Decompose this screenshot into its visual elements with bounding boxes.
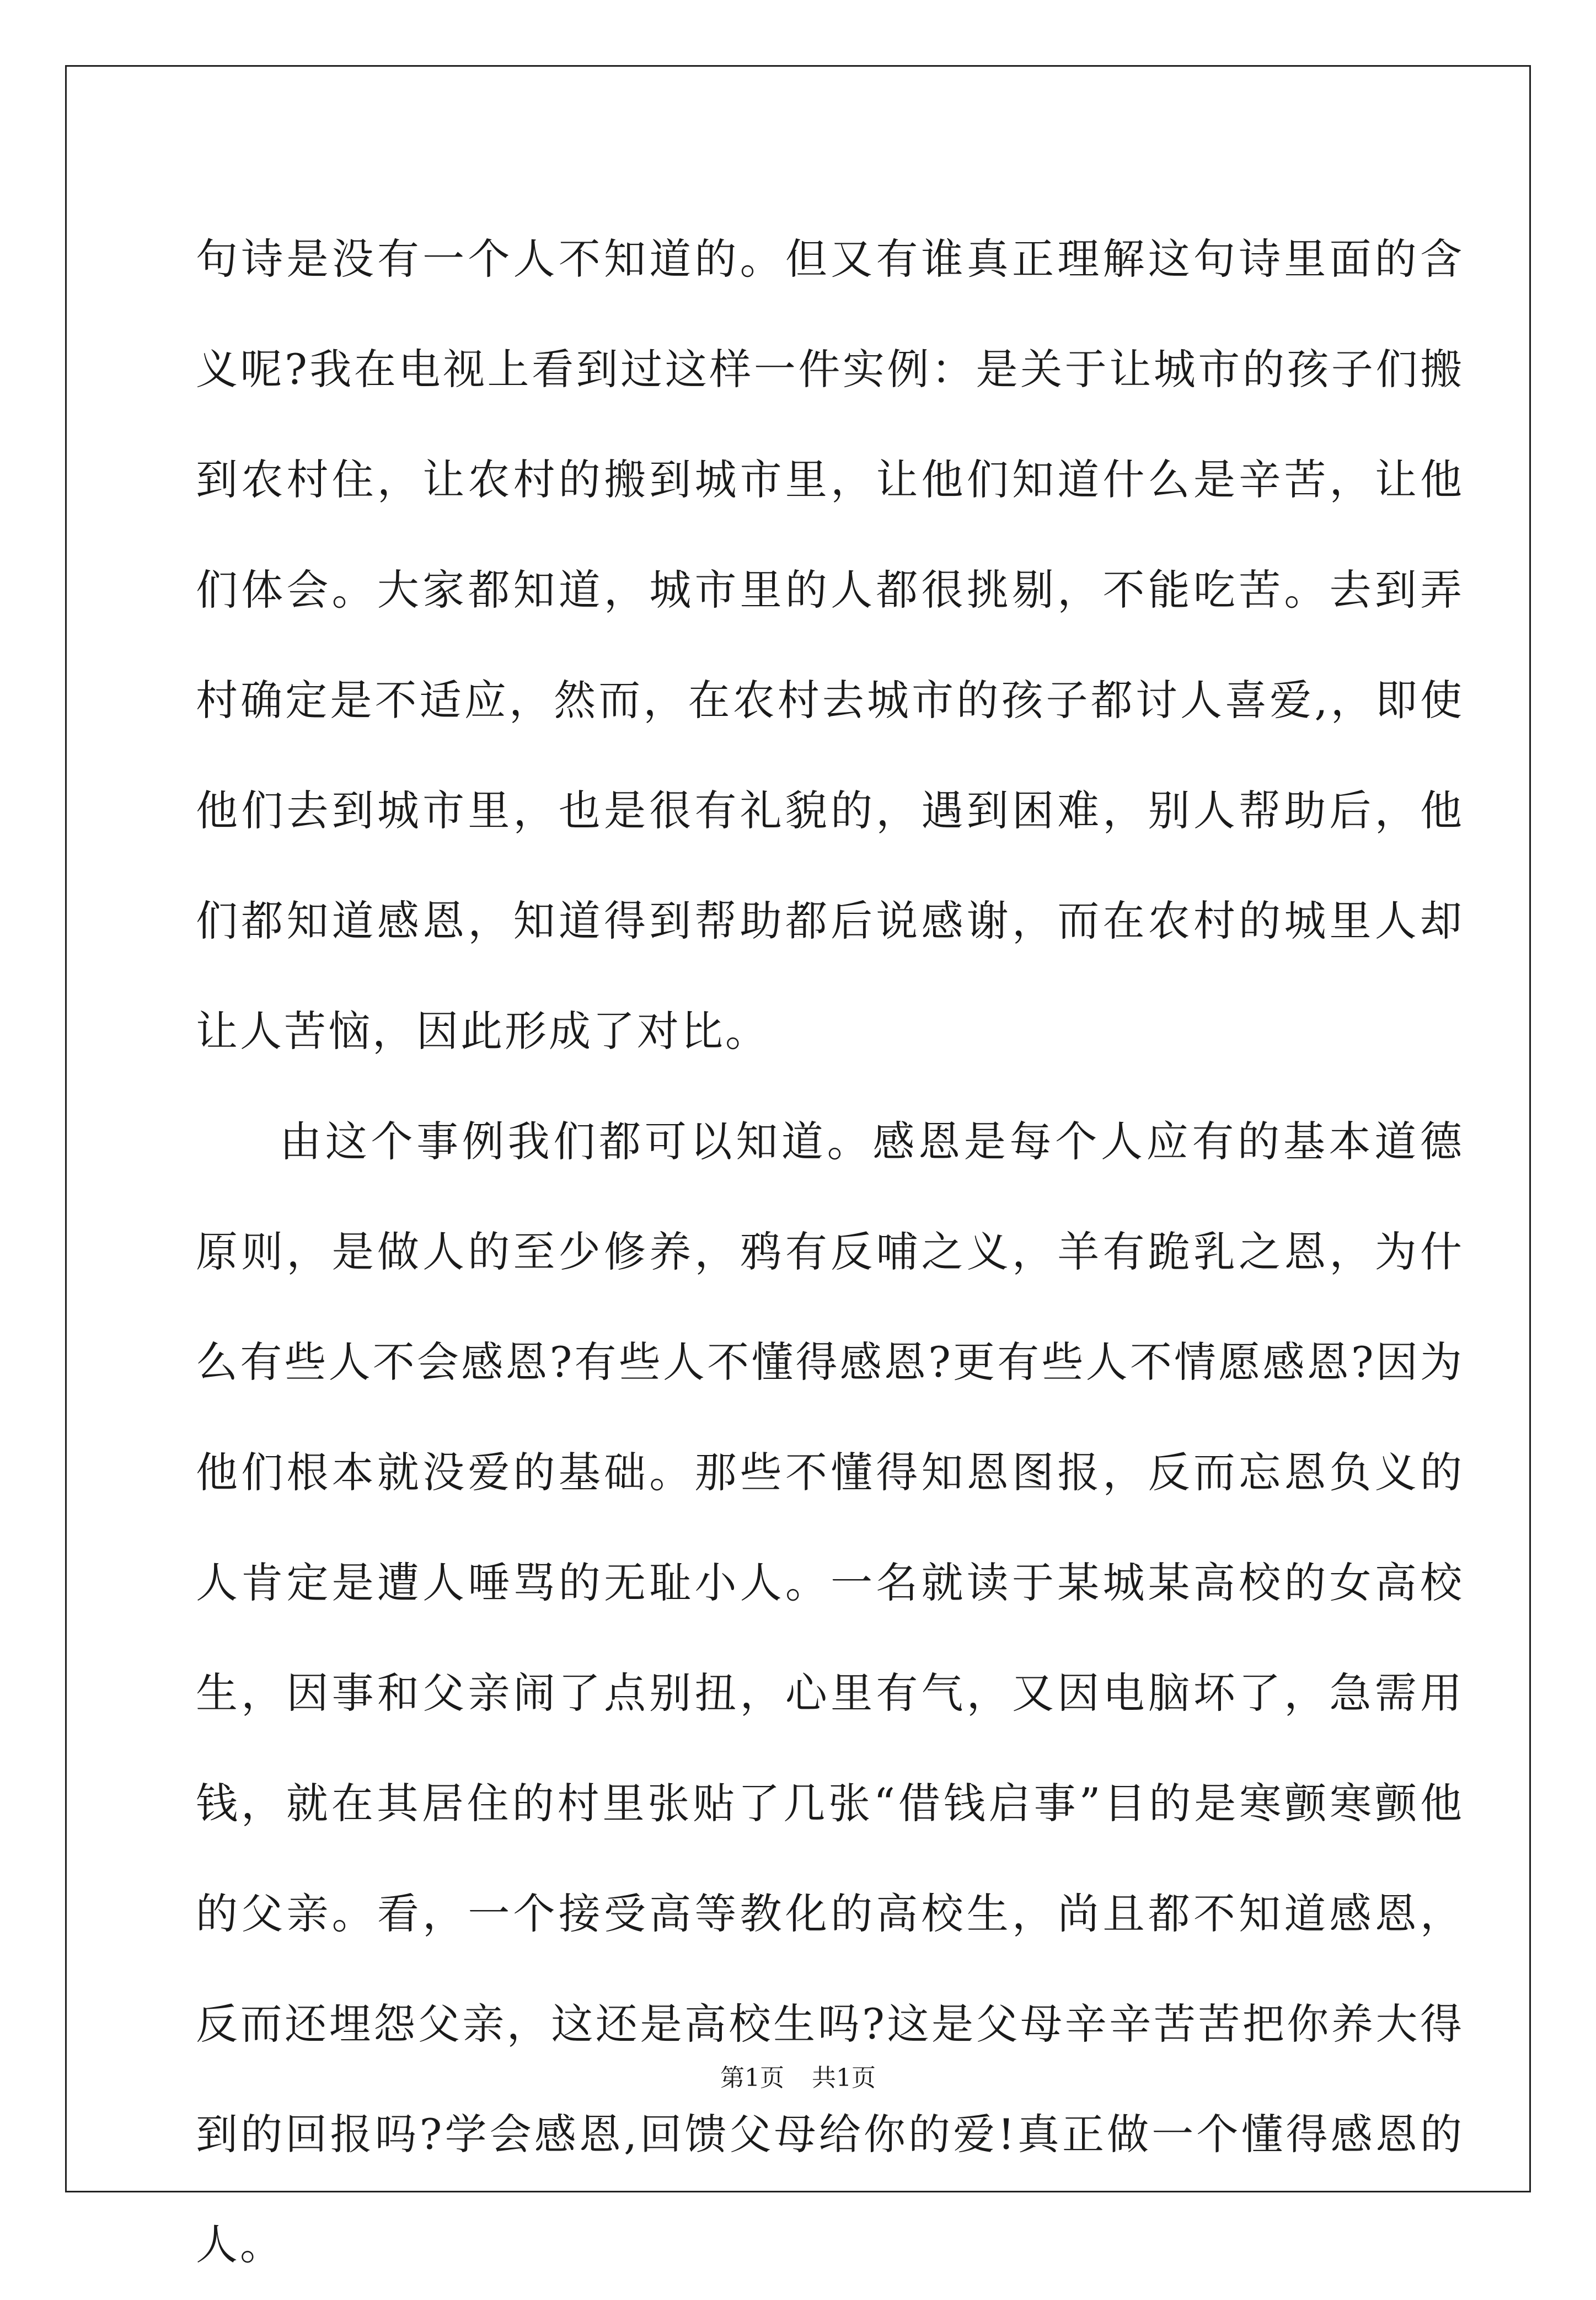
page-number-current: 第1页 [720,2064,784,2092]
paragraph-1: 句诗是没有一个人不知道的。但又有谁真正理解这句诗里面的含义呢?我在电视上看到过这样一件实例：是关于让城市的孩子们搬到农村住，让农村的搬到城市里，让他们知道什么是辛苦，让他们体会。大家都知道，城市里的人都很挑剔，不能吃苦。去到弄村确定是不适应，然而，在农村去城市的孩子都讨人喜爱,，即使他们去到城市里，也是很有礼貌的，遇到困难，别人帮助后，他们都知道感恩，知道得到帮助都后说感谢，而在农村的城里人却让人苦恼，因此形成了对比。 [196,234,1464,1056]
document-body [196,204,1464,2300]
page-number-total: 共1页 [812,2064,876,2092]
page-footer [0,2062,1596,2095]
paragraph-2: 由这个事例我们都可以知道。感恩是每个人应有的基本道德原则，是做人的至少修养，鸦有反哺之义，羊有跪乳之恩，为什么有些人不会感恩?有些人不懂得感恩?更有些人不情愿感恩?因为他们根本就没爱的基础。那些不懂得知恩图报，反而忘恩负义的人肯定是遭人唾骂的无耻小人。一名就读于某城某高校的女高校生，因事和父亲闹了点别扭，心里有气，又因电脑坏了，急需用钱，就在其居住的村里张贴了几张“借钱启事”目的是寒颤寒颤他的父亲。看，一个接受高等教化的高校生，尚且都不知道感恩，反而还埋怨父亲，这还是高校生吗?这是父母辛辛苦苦把你养大得到的回报吗?学会感恩,回馈父母给你的爱!真正做一个懂得感恩的人。 [196,1117,1464,2269]
